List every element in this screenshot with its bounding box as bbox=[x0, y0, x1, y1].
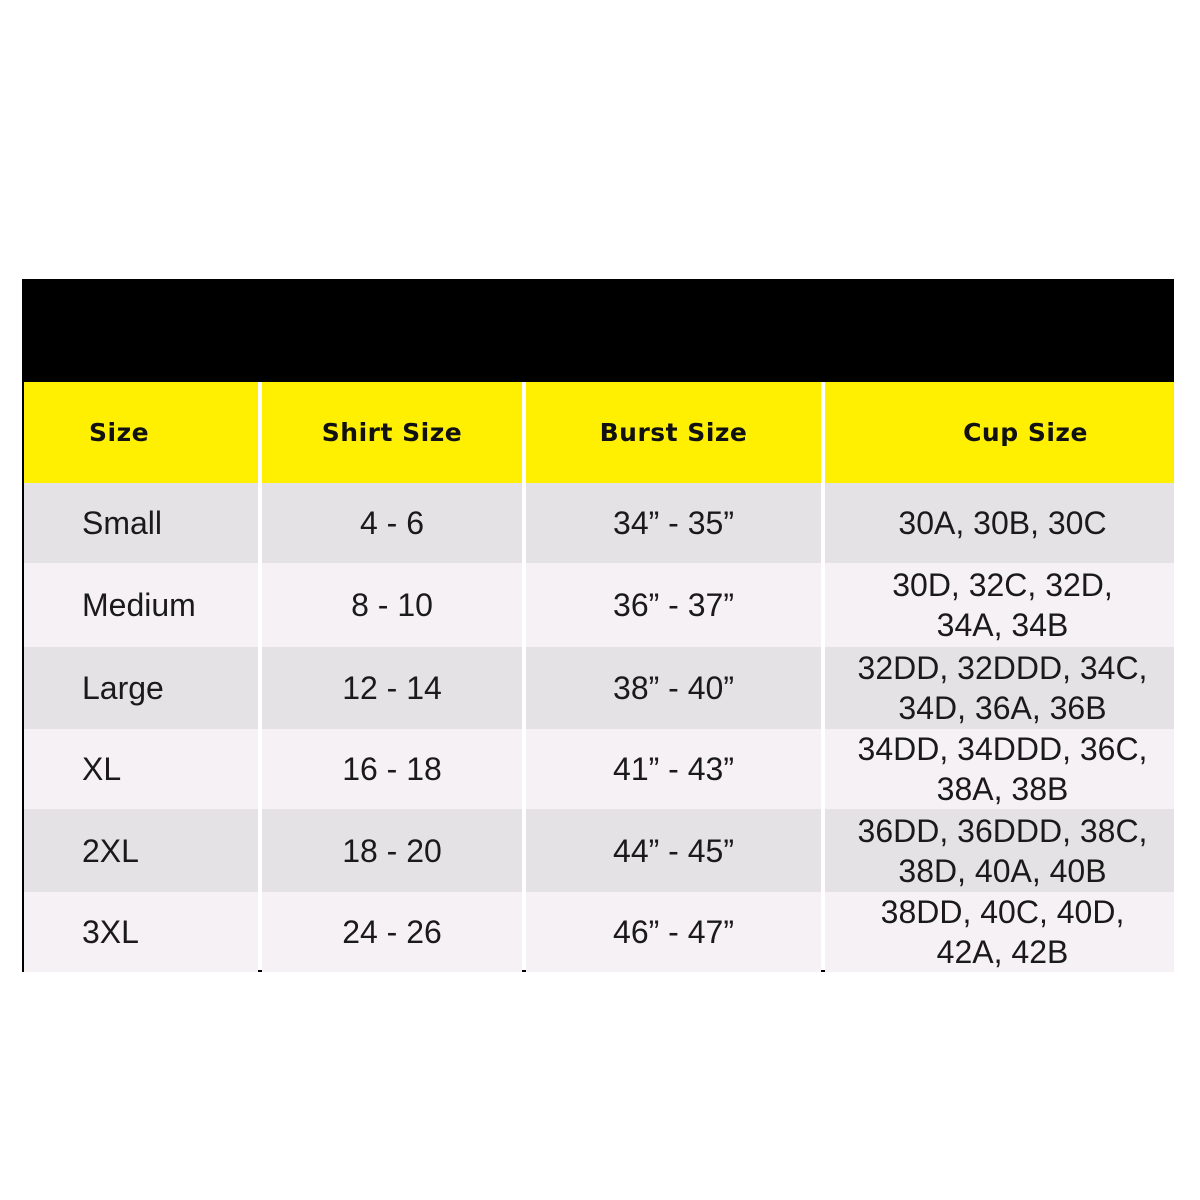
cell-burst-size: 34” - 35” bbox=[526, 483, 821, 563]
header-row bbox=[24, 382, 1172, 483]
cell-burst-size: 36” - 37” bbox=[526, 563, 821, 647]
cell-cup-size bbox=[825, 809, 1174, 892]
header-shirt-size: Shirt Size bbox=[262, 382, 522, 483]
cell-size: Medium bbox=[24, 563, 258, 647]
cell-size: XL bbox=[24, 729, 258, 809]
cell-shirt-size: 18 - 20 bbox=[262, 809, 522, 892]
cell-cup-size bbox=[825, 892, 1174, 972]
size-table bbox=[24, 382, 1172, 972]
cup-size-text: 30D, 32C, 32D, 34A, 34B bbox=[892, 567, 1113, 643]
table-row bbox=[24, 892, 1172, 972]
cell-burst-size: 41” - 43” bbox=[526, 729, 821, 809]
table-row bbox=[24, 647, 1172, 729]
table-row bbox=[24, 563, 1172, 647]
cell-size: 2XL bbox=[24, 809, 258, 892]
table-row bbox=[24, 729, 1172, 809]
cup-size-text: 36DD, 36DDD, 38C, 38D, 40A, 40B bbox=[857, 812, 1148, 889]
cell-cup-size bbox=[825, 729, 1174, 809]
cell-shirt-size: 8 - 10 bbox=[262, 563, 522, 647]
cell-shirt-size: 12 - 14 bbox=[262, 647, 522, 729]
cup-size-text: 32DD, 32DDD, 34C, 34D, 36A, 36B bbox=[857, 650, 1148, 726]
header-size: Size bbox=[24, 382, 258, 483]
cup-size-text: 30A, 30B, 30C bbox=[898, 505, 1107, 541]
header-cup-size: Cup Size bbox=[825, 382, 1174, 483]
title-band bbox=[24, 281, 1172, 382]
cell-burst-size: 46” - 47” bbox=[526, 892, 821, 972]
cell-cup-size bbox=[825, 563, 1174, 647]
cell-size: Small bbox=[24, 483, 258, 563]
cell-cup-size bbox=[825, 647, 1174, 729]
cell-size: Large bbox=[24, 647, 258, 729]
cup-size-text: 34DD, 34DDD, 36C, 38A, 38B bbox=[857, 731, 1148, 807]
cell-burst-size: 38” - 40” bbox=[526, 647, 821, 729]
table-row bbox=[24, 809, 1172, 892]
cup-size-text: 38DD, 40C, 40D, 42A, 42B bbox=[880, 894, 1125, 970]
cell-burst-size: 44” - 45” bbox=[526, 809, 821, 892]
cell-shirt-size: 24 - 26 bbox=[262, 892, 522, 972]
cell-size: 3XL bbox=[24, 892, 258, 972]
cell-cup-size bbox=[825, 483, 1174, 563]
cell-shirt-size: 16 - 18 bbox=[262, 729, 522, 809]
table-row bbox=[24, 483, 1172, 563]
header-burst-size: Burst Size bbox=[526, 382, 821, 483]
cell-shirt-size: 4 - 6 bbox=[262, 483, 522, 563]
size-chart bbox=[22, 279, 1174, 972]
